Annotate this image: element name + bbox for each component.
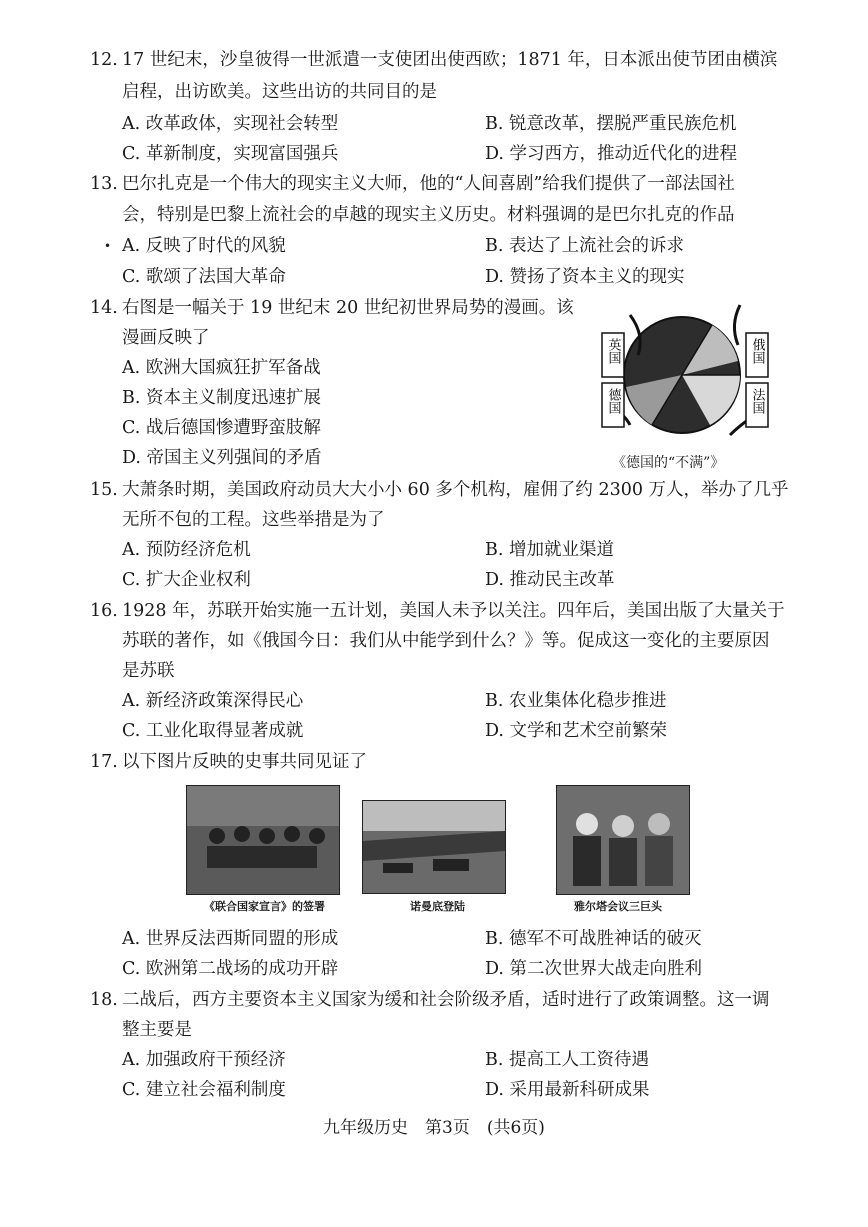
option-b[interactable]: B. 锐意改革，摆脱严重民族危机 (485, 114, 737, 134)
option-a[interactable]: A. 世界反法西斯同盟的形成 (122, 929, 339, 949)
option-c[interactable]: C. 战后德国惨遭野蛮肢解 (122, 418, 321, 438)
option-c[interactable]: C. 建立社会福利制度 (122, 1080, 286, 1100)
option-b[interactable]: B. 资本主义制度迅速扩展 (122, 388, 321, 408)
question-stem-line: 17 世纪末，沙皇彼得一世派遣一支使团出使西欧；1871 年，日本派出使节团由横滨 (122, 50, 778, 70)
photo-un-declaration (186, 785, 340, 895)
option-c[interactable]: C. 工业化取得显著成就 (122, 721, 304, 741)
question-number: 18. (90, 990, 118, 1010)
photo-caption-yalta: 雅尔塔会议三巨头 (574, 900, 662, 913)
option-d[interactable]: D. 帝国主义列强间的矛盾 (122, 448, 322, 468)
question-stem-line: 二战后，西方主要资本主义国家为缓和社会阶级矛盾，适时进行了政策调整。这一调 (122, 990, 770, 1010)
question-stem-line: 是苏联 (122, 661, 175, 681)
option-c[interactable]: C. 欧洲第二战场的成功开辟 (122, 959, 339, 979)
question-stem-line: 整主要是 (122, 1020, 192, 1040)
option-b[interactable]: B. 农业集体化稳步推进 (485, 691, 667, 711)
option-a[interactable]: A. 加强政府干预经济 (122, 1050, 286, 1070)
option-b[interactable]: B. 增加就业渠道 (485, 540, 614, 560)
page-footer: 九年级历史 第3页 (共6页) (323, 1118, 545, 1138)
question-stem-line: 以下图片反映的史事共同见证了 (122, 752, 367, 772)
question-stem-line: 1928 年，苏联开始实施一五计划，美国人未予以关注。四年后，美国出版了大量关于 (122, 601, 785, 621)
option-d[interactable]: D. 推动民主改革 (485, 570, 615, 590)
photo-yalta-big-three (556, 785, 690, 895)
option-b[interactable]: B. 表达了上流社会的诉求 (485, 236, 684, 256)
cartoon-germany-discontent (590, 295, 770, 475)
option-d[interactable]: D. 赞扬了资本主义的现实 (485, 267, 685, 287)
stray-dot: • (104, 239, 112, 253)
photo-normandy-landing (362, 800, 506, 894)
question-stem-line: 大萧条时期，美国政府动员大大小小 60 多个机构，雇佣了约 2300 万人，举办了几乎 (122, 480, 789, 500)
option-c[interactable]: C. 革新制度，实现富国强兵 (122, 144, 339, 164)
question-number: 16. (90, 601, 118, 621)
question-stem-line: 苏联的著作，如《俄国今日：我们从中能学到什么？》等。促成这一变化的主要原因 (122, 631, 770, 651)
option-d[interactable]: D. 学习西方，推动近代化的进程 (485, 144, 738, 164)
question-stem-line: 巴尔扎克是一个伟大的现实主义大师，他的“人间喜剧”给我们提供了一部法国社 (122, 174, 735, 194)
option-c[interactable]: C. 扩大企业权利 (122, 570, 251, 590)
question-number: 15. (90, 480, 118, 500)
photo-caption-un-declaration: 《联合国家宣言》的签署 (204, 900, 325, 913)
option-a[interactable]: A. 预防经济危机 (122, 540, 251, 560)
option-b[interactable]: B. 提高工人工资待遇 (485, 1050, 649, 1070)
question-stem-line: 启程，出访欧美。这些出访的共同目的是 (122, 82, 437, 102)
question-stem-line: 右图是一幅关于 19 世纪末 20 世纪初世界局势的漫画。该 (122, 298, 574, 318)
cartoon-caption: 《德国的“不满”》 (612, 455, 725, 471)
option-a[interactable]: A. 新经济政策深得民心 (122, 691, 304, 711)
question-stem-line: 漫画反映了 (122, 328, 210, 348)
option-b[interactable]: B. 德军不可战胜神话的破灭 (485, 929, 702, 949)
question-number: 17. (90, 752, 118, 772)
cartoon-label-britain: 英国 (605, 338, 621, 364)
option-c[interactable]: C. 歌颂了法国大革命 (122, 267, 286, 287)
question-stem-line: 会，特别是巴黎上流社会的卓越的现实主义历史。材料强调的是巴尔扎克的作品 (122, 205, 735, 225)
question-number: 13. (90, 174, 118, 194)
question-stem-line: 无所不包的工程。这些举措是为了 (122, 510, 385, 530)
cartoon-label-france: 法国 (749, 388, 765, 414)
option-d[interactable]: D. 文学和艺术空前繁荣 (485, 721, 668, 741)
cartoon-label-germany: 德国 (605, 388, 621, 414)
question-number: 14. (90, 298, 118, 318)
photo-caption-normandy: 诺曼底登陆 (410, 900, 465, 913)
option-a[interactable]: A. 改革政体，实现社会转型 (122, 114, 339, 134)
option-a[interactable]: A. 反映了时代的风貌 (122, 236, 286, 256)
question-number: 12. (90, 50, 118, 70)
option-d[interactable]: D. 采用最新科研成果 (485, 1080, 650, 1100)
cartoon-label-russia: 俄国 (749, 338, 765, 364)
option-d[interactable]: D. 第二次世界大战走向胜利 (485, 959, 703, 979)
option-a[interactable]: A. 欧洲大国疯狂扩军备战 (122, 358, 321, 378)
